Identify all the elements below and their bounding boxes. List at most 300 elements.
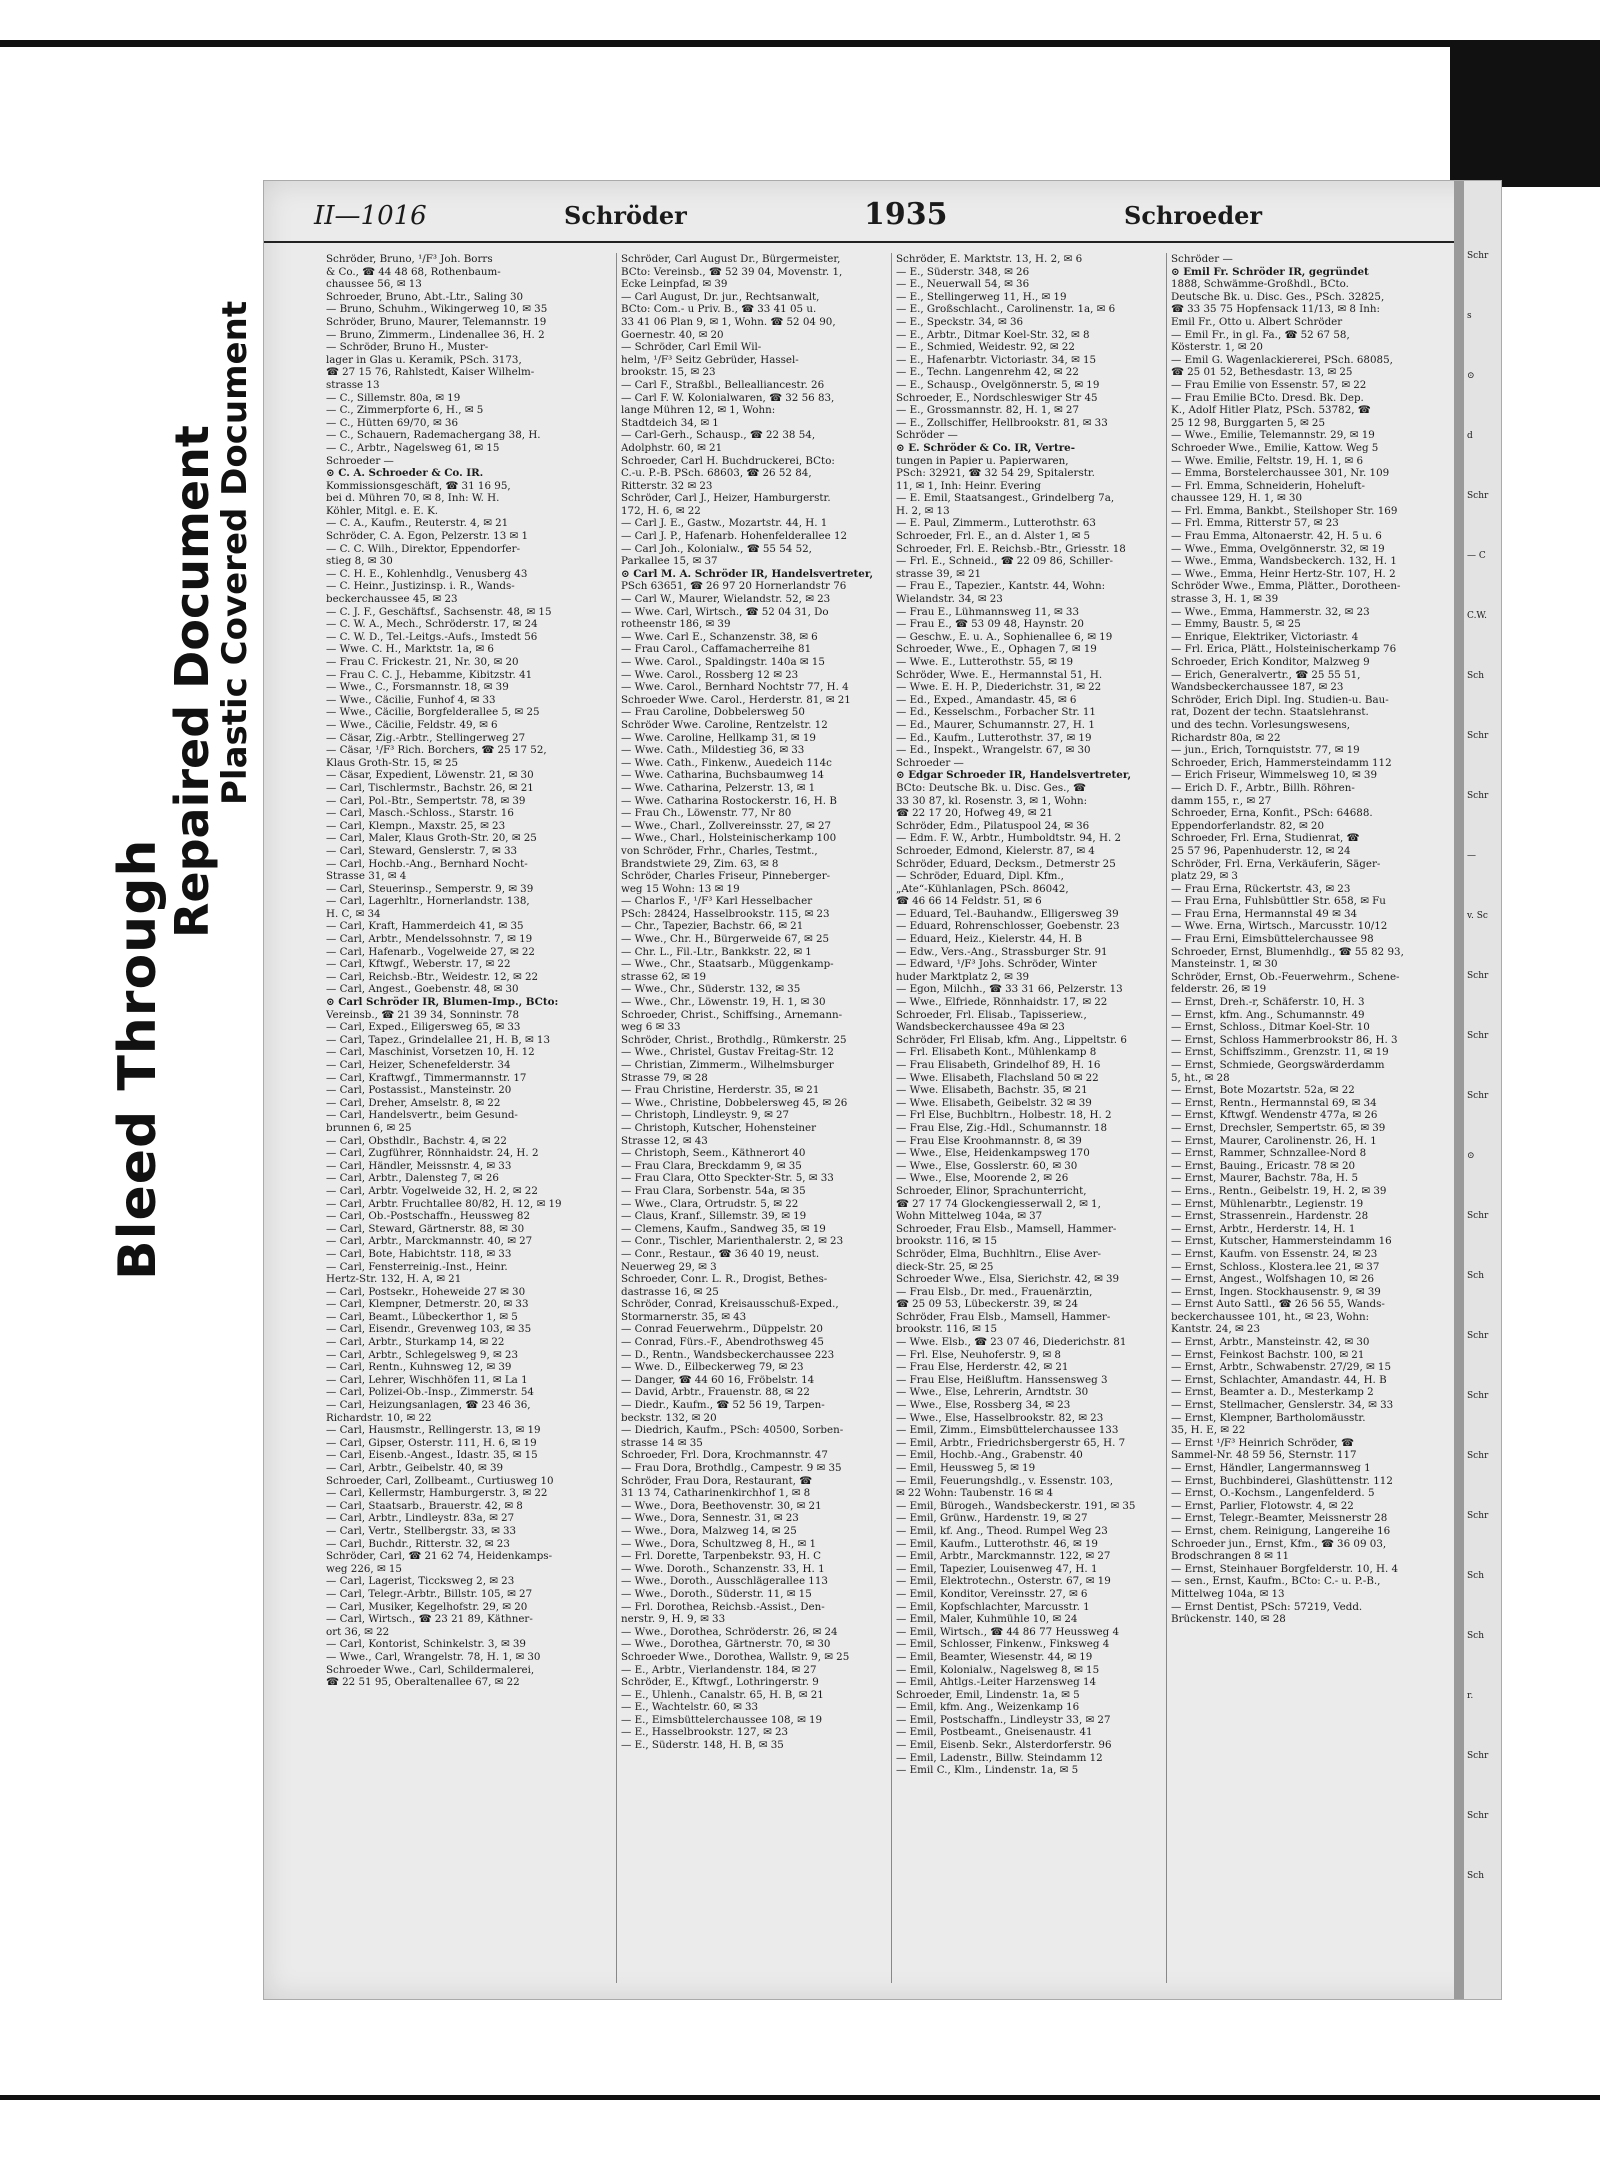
directory-entry-line: — Wwe., Cäcilie, Funhof 4, ✉ 33: [326, 693, 496, 706]
directory-entry-line: — Wwe., Doroth., Ausschlägerallee 113: [621, 1575, 828, 1588]
directory-entry-line: Schroeder, Frl. Erna, Studienrat, ☎: [1171, 832, 1360, 845]
directory-entry-line: Mansteinstr. 1, ✉ 30: [1171, 958, 1278, 971]
page-year: 1935: [864, 197, 948, 232]
directory-entry-line: — Conrad Feuerwehrm., Düppelstr. 20: [621, 1323, 823, 1336]
directory-entry-line: — Ernst, O.-Kochsm., Langenfelderd. 5: [1171, 1487, 1375, 1500]
directory-entry-line: — C. W. A., Mech., Schröderstr. 17, ✉ 24: [326, 618, 538, 631]
directory-entry-line: — Carl, Lagerhltr., Hornerlandstr. 138,: [326, 895, 530, 908]
directory-entry-line: — Wwe. Emilie, Feltstr. 19, H. 1, ✉ 6: [1171, 454, 1363, 467]
directory-entry-line: — Ernst, Rammer, Schnzallee-Nord 8: [1171, 1147, 1367, 1160]
column-divider: [616, 253, 617, 1983]
directory-entry-line: — Ernst, Angest., Wolfshagen 10, ✉ 26: [1171, 1273, 1375, 1286]
directory-entry-line: — Ernst, Schloss., Klostera.lee 21, ✉ 37: [1171, 1260, 1380, 1273]
directory-entry-line: — Frl. Elisabeth Kont., Mühlenkamp 8: [896, 1046, 1097, 1059]
directory-entry-line: huder Marktplatz 2, ✉ 39: [896, 970, 1030, 983]
directory-entry-line: — Wwe., Chr., Süderstr. 132, ✉ 35: [621, 983, 801, 996]
directory-entry-line: — Diedrich, Kaufm., PSch: 40500, Sorben-: [621, 1424, 844, 1437]
directory-entry-line: — Emil, Arbtr., Friedrichsbergerstr 65, H. 7: [896, 1436, 1126, 1449]
directory-entry-line: ☎ 25 09 53, Lübeckerstr. 39, ✉ 24: [896, 1298, 1079, 1311]
directory-entry-line: platz 29, ✉ 3: [1171, 870, 1238, 883]
directory-entry-line: — Emil, Konditor, Vereinsstr. 27, ✉ 6: [896, 1587, 1088, 1600]
directory-entry-line: — Emil, Feuerungshdlg., v. Essenstr. 103,: [896, 1474, 1114, 1487]
directory-entry-line: — Carl, Kraftwgf., Timmermannstr. 17: [326, 1071, 527, 1084]
directory-entry-line: Schröder, Erich Dipl. Ing. Studien-u. Bau-: [1171, 693, 1389, 706]
directory-entry-line: — Ernst, Rentn., Hermannstal 69, ✉ 34: [1171, 1096, 1377, 1109]
directory-entry-line: strasse 14 ✉ 35: [621, 1436, 703, 1449]
directory-entry-line: ⊙ Emil Fr. Schröder IR, gegründet: [1171, 265, 1369, 278]
directory-entry-line: — Frau C. Frickestr. 21, Nr. 30, ✉ 20: [326, 656, 519, 668]
directory-entry-line: Eppendorferlandstr. 82, ✉ 20: [1171, 819, 1325, 832]
directory-entry-line: — C. J. F., Geschäftsf., Sachsenstr. 48, ✉ 15: [326, 605, 552, 618]
directory-entry-line: Neuerweg 29, ✉ 3: [621, 1260, 717, 1273]
directory-entry-line: — Carl, Bote, Habichtstr. 118, ✉ 33: [326, 1247, 512, 1260]
directory-entry-line: — Carl, Buchdr., Ritterstr. 32, ✉ 23: [326, 1537, 510, 1550]
directory-entry-line: — Ernst, Arbtr., Mansteinstr. 42, ✉ 30: [1171, 1336, 1370, 1349]
directory-entry-line: — C., Sillemstr. 80a, ✉ 19: [326, 391, 461, 404]
directory-entry-line: — D., Rentn., Wandsbeckerchaussee 223: [621, 1348, 835, 1361]
directory-entry-line: — Carl, Arbtr., Marckmannstr. 40, ✉ 27: [326, 1235, 533, 1248]
directory-entry-line: Schroeder, Ernst, Blumenhdlg., ☎ 55 82 93,: [1171, 945, 1404, 958]
directory-column-4: [1171, 253, 1461, 1983]
directory-entry-line: — Emil, kf. Ang., Theod. Rumpel Weg 23: [896, 1524, 1108, 1537]
directory-entry-line: — Emil Fr., in gl. Fa., ☎ 52 67 58,: [1171, 328, 1350, 341]
directory-entry-line: — Ernst, Schloss Hammerbrookstr 86, H. 3: [1171, 1033, 1398, 1046]
directory-entry-line: — Carl, Kellermstr, Hamburgerstr. 3, ✉ 22: [326, 1487, 548, 1500]
directory-entry-line: — Carl, Arbtr., Mendelssohnstr. 7, ✉ 19: [326, 933, 533, 946]
directory-entry-line: — Clemens, Kaufm., Sandweg 35, ✉ 19: [621, 1222, 826, 1235]
directory-entry-line: ☎ 46 66 14 Feldstr. 51, ✉ 6: [896, 895, 1042, 908]
directory-entry-line: ☎ 22 17 20, Hofweg 49, ✉ 21: [896, 807, 1053, 820]
top-scan-band: [0, 40, 1600, 47]
directory-entry-line: brunnen 6, ✉ 25: [326, 1121, 412, 1134]
directory-entry-line: — Carl, Tischlermstr., Bachstr. 26, ✉ 21: [326, 781, 534, 794]
directory-entry-line: — E. Emil, Staatsangest., Grindelberg 7a,: [896, 492, 1115, 505]
directory-entry-line: — Wwe., Else, Moorende 2, ✉ 26: [896, 1172, 1069, 1185]
adjacent-page-fragment: r.: [1467, 1691, 1474, 1701]
directory-entry-line: — Carl, Lagerist, Ticcksweg 2, ✉ 23: [326, 1575, 515, 1588]
directory-entry-line: — Wwe. C. H., Marktstr. 1a, ✉ 6: [326, 643, 494, 656]
directory-entry-line: weg 6 ✉ 33: [621, 1021, 681, 1034]
directory-entry-line: — Carl, Steward, Gärtnerstr. 88, ✉ 30: [326, 1222, 525, 1235]
directory-entry-line: Kommissionsgeschäft, ☎ 31 16 95,: [326, 479, 511, 492]
directory-entry-line: Strasse 31, ✉ 4: [326, 870, 407, 883]
directory-entry-line: beckstr. 132, ✉ 20: [621, 1411, 717, 1424]
directory-column-3: [896, 253, 1186, 1983]
directory-entry-line: stieg 8, ✉ 30: [326, 555, 393, 568]
directory-entry-line: — Christoph, Kutscher, Hohensteiner: [621, 1121, 817, 1134]
directory-entry-line: — Carl, Wirtsch., ☎ 23 21 89, Käthner-: [326, 1613, 533, 1626]
directory-entry-line: — Emma, Borstelerchaussee 301, Nr. 109: [1171, 467, 1390, 480]
adjacent-page-fragment: Schr: [1467, 1751, 1489, 1761]
column-divider: [891, 253, 892, 1983]
directory-entry-line: — Wwe. Carl E., Schanzenstr. 38, ✉ 6: [621, 630, 818, 643]
directory-entry-line: — Wwe., Else, Hasselbrookstr. 82, ✉ 23: [896, 1411, 1104, 1424]
directory-column-1: [326, 253, 616, 1983]
directory-entry-line: — Schröder, Eduard, Dipl. Kfm.,: [896, 870, 1064, 883]
directory-entry-line: — Claus, Kranf., Sillemstr. 39, ✉ 19: [621, 1210, 807, 1223]
directory-entry-line: — Frau Else, Zig.-Hdl., Schumannstr. 18: [896, 1121, 1108, 1134]
directory-entry-line: — Emil, Zimm., Eimsbüttelerchaussee 133: [896, 1424, 1119, 1437]
directory-entry-line: Schröder, E. Marktstr. 13, H. 2, ✉ 6: [896, 253, 1083, 265]
directory-entry-line: Schröder, E., Kftwgf., Lothringerstr. 9: [621, 1676, 819, 1689]
directory-entry-line: — Wwe., Dorothea, Schröderstr. 26, ✉ 24: [621, 1625, 838, 1638]
directory-entry-line: Richardstr. 10, ✉ 22: [326, 1411, 432, 1424]
directory-entry-line: — Eduard, Heiz., Kielerstr. 44, H. B: [896, 933, 1083, 946]
directory-entry-line: Schroeder, Bruno, Abt.-Ltr., Saling 30: [326, 290, 524, 303]
directory-entry-line: Schröder, Frau Dora, Restaurant, ☎: [621, 1474, 813, 1487]
directory-entry-line: — Frl Else, Buchbltrn., Holbestr. 18, H. 2: [896, 1109, 1112, 1122]
directory-entry-line: — Frau E., ☎ 53 09 48, Haynstr. 20: [896, 618, 1084, 631]
directory-entry-line: — Frau Elisabeth, Grindelhof 89, H. 16: [896, 1059, 1101, 1071]
directory-entry-line: — Wwe., Chr. H., Bürgerweide 67, ✉ 25: [621, 933, 830, 946]
directory-entry-line: 172, H. 6, ✉ 22: [621, 504, 701, 517]
directory-entry-line: PSch: 32921, ☎ 32 54 29, Spitalerstr.: [896, 467, 1095, 480]
adjacent-page-fragment: Schr: [1467, 1451, 1489, 1461]
directory-entry-line: rotheenstr 186, ✉ 39: [621, 618, 731, 631]
directory-entry-line: Schröder Wwe. Caroline, Rentzelstr. 12: [621, 718, 828, 731]
directory-entry-line: — Wwe., Dora, Malzweg 14, ✉ 25: [621, 1524, 797, 1537]
directory-entry-line: — Eduard, Rohrenschlosser, Goebenstr. 23: [896, 920, 1120, 933]
adjacent-page-fragment: Schr: [1467, 1031, 1489, 1041]
directory-entry-line: — Carl, Hochb.-Ang., Bernhard Nocht-: [326, 857, 528, 870]
directory-entry-line: — Frau Else Kroohmannstr. 8, ✉ 39: [896, 1134, 1082, 1147]
directory-entry-line: — Carl-Gerh., Schausp., ☎ 22 38 54,: [621, 429, 816, 442]
directory-entry-line: — Ernst, Arbtr., Herderstr. 14, H. 1: [1171, 1222, 1356, 1235]
directory-entry-line: — Frau Christine, Herderstr. 35, ✉ 21: [621, 1084, 820, 1097]
directory-entry-line: tungen in Papier u. Papierwaren,: [896, 454, 1069, 467]
directory-entry-line: — Wwe., Charl., Holsteinischerkamp 100: [621, 832, 837, 845]
directory-entry-line: — Wwe. Carol., Spaldingstr. 140a ✉ 15: [621, 656, 825, 668]
adjacent-page-fragment: Schr: [1467, 1511, 1489, 1521]
directory-entry-line: — E., Stellingerweg 11, H., ✉ 19: [896, 290, 1067, 303]
directory-entry-line: Schröder, Edm., Pilatuspool 24, ✉ 36: [896, 819, 1090, 832]
adjacent-page-fragment: Schr: [1467, 1091, 1489, 1101]
directory-entry-line: „Ate“-Kühlanlagen, PSch. 86042,: [896, 882, 1069, 895]
directory-entry-line: — Wwe., Chr., Löwenstr. 19, H. 1, ✉ 30: [621, 996, 826, 1009]
directory-entry-line: Stormarnerstr. 35, ✉ 43: [621, 1310, 747, 1323]
adjacent-page-fragment: Sch: [1467, 1571, 1485, 1581]
directory-entry-line: — Carl, Arbtr., Dalensteg 7, ✉ 26: [326, 1172, 499, 1185]
directory-entry-line: — Emil, Grünw., Hardenstr. 19, ✉ 27: [896, 1512, 1088, 1525]
directory-entry-line: — E. Paul, Zimmerm., Lutterothstr. 63: [896, 517, 1096, 530]
directory-entry-line: — Erich, Generalvertr., ☎ 25 55 51,: [1171, 668, 1361, 681]
directory-entry-line: — Ernst, Arbtr., Schwabenstr. 27/29, ✉ 15: [1171, 1361, 1392, 1374]
directory-entry-line: — Carl, Beamt., Lübeckerthor 1, ✉ 5: [326, 1310, 518, 1323]
adjacent-page-fragment: ⊙: [1467, 371, 1475, 381]
directory-entry-line: Schroeder, Frl. E., an d. Alster 1, ✉ 5: [896, 530, 1091, 543]
directory-entry-line: — Carl F., Straßbl., Bellealliancestr. 26: [621, 378, 825, 391]
directory-entry-line: — Wwe. Carol., Rossberg 12 ✉ 23: [621, 668, 799, 681]
directory-entry-line: — Carl, Polizei-Ob.-Insp., Zimmerstr. 54: [326, 1386, 534, 1399]
directory-entry-line: — Emil, Eisenb. Sekr., Alsterdorferstr. 96: [896, 1739, 1112, 1752]
directory-entry-line: — Carl, Arbtr. Vogelweide 32, H. 2, ✉ 22: [326, 1184, 538, 1197]
directory-entry-line: — Wwe., Clara, Ortrudstr. 5, ✉ 22: [621, 1197, 799, 1210]
directory-entry-line: — Wwe., Dorothea, Gärtnerstr. 70, ✉ 30: [621, 1638, 831, 1651]
directory-entry-line: — Carl, Pol.-Btr., Sempertstr. 78, ✉ 39: [326, 794, 526, 807]
adjacent-page-edge: [1464, 181, 1501, 1999]
directory-entry-line: — Ernst Auto Sattl., ☎ 26 56 55, Wands-: [1171, 1298, 1385, 1311]
running-head-right: Schroeder: [1124, 201, 1263, 230]
directory-entry-line: Schroeder, Erich Konditor, Malzweg 9: [1171, 656, 1370, 668]
directory-entry-line: — Frau C. C. J., Hebamme, Kibitzstr. 41: [326, 668, 533, 681]
directory-entry-line: — Wwe. E. H. P., Diederichstr. 31, ✉ 22: [896, 681, 1102, 694]
directory-entry-line: — Carl, Heizungsanlagen, ☎ 23 46 36,: [326, 1399, 531, 1412]
directory-entry-line: — E., Hafenarbtr. Victoriastr. 34, ✉ 15: [896, 353, 1097, 366]
directory-entry-line: Klaus Groth-Str. 15, ✉ 25: [326, 756, 459, 769]
directory-entry-line: — Ernst, Feinkost Bachstr. 100, ✉ 21: [1171, 1348, 1365, 1361]
directory-entry-line: — Emil, Maler, Kuhmühle 10, ✉ 24: [896, 1613, 1078, 1626]
directory-entry-line: — Emil, Postschaffn., Lindleystr 33, ✉ 27: [896, 1713, 1111, 1726]
directory-entry-line: — E., Schausp., Ovelgönnerstr. 5, ✉ 19: [896, 378, 1100, 391]
directory-entry-line: — Carl, Postsekr., Hoheweide 27 ✉ 30: [326, 1285, 526, 1298]
directory-entry-line: — Ernst, chem. Reinigung, Langereihe 16: [1171, 1524, 1391, 1537]
directory-entry-line: ⊙ Carl M. A. Schröder IR, Handelsvertreter,: [621, 567, 874, 580]
adjacent-page-fragment: Sch: [1467, 1871, 1485, 1881]
directory-entry-line: — Carl, Ob.-Postschaffn., Heussweg 82: [326, 1210, 531, 1223]
directory-entry-line: — Wwe. Catharina Rostockerstr. 16, H. B: [621, 794, 837, 807]
directory-entry-line: — E., Eimsbüttelerchaussee 108, ✉ 19: [621, 1713, 823, 1726]
directory-entry-line: — Frau Emilie von Essenstr. 57, ✉ 22: [1171, 378, 1367, 391]
adjacent-page-fragment: Schr: [1467, 791, 1489, 801]
directory-entry-line: — Geschw., E. u. A., Sophienallee 6, ✉ 19: [896, 630, 1113, 643]
directory-entry-line: — Carl, Masch.-Schloss., Starstr. 16: [326, 807, 514, 820]
directory-entry-line: Schröder, Frl. Erna, Verkäuferin, Säger-: [1171, 857, 1381, 870]
directory-entry-line: Schröder, Wwe. E., Hermannstal 51, H.: [896, 668, 1103, 681]
directory-entry-line: Schroeder, Frl. Elisab., Tapisseriew.,: [896, 1008, 1087, 1021]
directory-entry-line: — Conr., Tischler, Marienthalerstr. 2, ✉ 23: [621, 1235, 844, 1248]
directory-entry-line: — Carl, Heizer, Schenefelderstr. 34: [326, 1059, 511, 1071]
directory-entry-line: — Wwe., Emilie, Telemannstr. 29, ✉ 19: [1171, 429, 1375, 442]
directory-entry-line: — Egon, Milchh., ☎ 33 31 66, Pelzerstr. 13: [896, 983, 1123, 996]
directory-entry-line: — Ernst, Bauing., Ericastr. 78 ✉ 20: [1171, 1159, 1356, 1172]
directory-entry-line: — E., Arbtr., Ditmar Koel-Str. 32, ✉ 8: [896, 328, 1090, 341]
directory-entry-line: — Emil, Postbeamt., Gneisenaustr. 41: [896, 1726, 1093, 1739]
adjacent-page-fragment: Sch: [1467, 671, 1485, 681]
directory-entry-line: — Carl, Tapez., Grindelallee 21, H. B, ✉ 13: [326, 1033, 551, 1046]
directory-entry-line: brookstr. 15, ✉ 23: [621, 366, 716, 379]
directory-entry-line: Schroeder Wwe. Carol., Herderstr. 81, ✉ 21: [621, 693, 851, 706]
directory-entry-line: — Ed., Exped., Amandastr. 45, ✉ 6: [896, 693, 1077, 706]
directory-entry-line: ☎ 25 01 52, Bethesdastr. 13, ✉ 25: [1171, 366, 1353, 379]
directory-entry-line: — Frau Emilie BCto. Dresd. Bk. Dep.: [1171, 391, 1364, 404]
directory-entry-line: — Carl W., Maurer, Wielandstr. 52, ✉ 23: [621, 593, 831, 606]
directory-entry-line: — Emmy, Baustr. 5, ✉ 25: [1171, 618, 1301, 631]
directory-entry-line: Schröder —: [1171, 253, 1233, 265]
directory-entry-line: Hertz-Str. 132, H. A, ✉ 21: [326, 1273, 462, 1286]
directory-entry-line: — Charlos F., ¹/F³ Karl Hesselbacher: [621, 895, 813, 908]
directory-entry-line: — Frau Else, Herderstr. 42, ✉ 21: [896, 1361, 1069, 1374]
directory-entry-line: — David, Arbtr., Frauenstr. 88, ✉ 22: [621, 1386, 810, 1399]
directory-entry-line: Emil Fr., Otto u. Albert Schröder: [1171, 315, 1343, 328]
directory-entry-line: Schröder, Carl August Dr., Bürgermeister,: [621, 253, 841, 265]
directory-entry-line: brookstr. 116, ✉ 15: [896, 1323, 998, 1336]
directory-entry-line: — Carl, Klempner, Detmerstr. 20, ✉ 33: [326, 1298, 529, 1311]
directory-entry-line: Schröder Wwe., Emma, Plätter., Dorotheen-: [1171, 580, 1401, 593]
directory-entry-line: — E., Großschlacht., Carolinenstr. 1a, ✉ 6: [896, 303, 1116, 316]
directory-entry-line: Schroeder, Conr. L. R., Drogist, Bethes-: [621, 1273, 828, 1286]
directory-entry-line: — Frau Else, Heißluftm. Hanssensweg 3: [896, 1373, 1108, 1386]
directory-entry-line: ☎ 27 17 74 Glockengiesserwall 2, ✉ 1,: [896, 1197, 1101, 1210]
directory-entry-line: Wohn Mittelweg 104a, ✉ 37: [896, 1210, 1043, 1223]
adjacent-page-fragment: —: [1467, 851, 1476, 861]
directory-entry-line: — Frau Clara, Breckdamm 9, ✉ 35: [621, 1159, 802, 1172]
directory-entry-line: — Wwe., Elfriede, Rönnhaidstr. 17, ✉ 22: [896, 996, 1108, 1009]
directory-entry-line: — Emil, Schlosser, Finkenw., Finksweg 4: [896, 1638, 1110, 1651]
directory-entry-line: — Wwe. Elisabeth, Flachsland 50 ✉ 22: [896, 1071, 1099, 1084]
directory-entry-line: — Ed., Maurer, Schumannstr. 27, H. 1: [896, 718, 1095, 731]
directory-entry-line: — Frl. Erica, Plätt., Holsteinischerkamp 76: [1171, 643, 1397, 656]
directory-entry-line: — Frau Erna, Rückertstr. 43, ✉ 23: [1171, 882, 1351, 895]
adjacent-page-fragment: Schr: [1467, 731, 1489, 741]
directory-entry-line: BCto: Com.- u Priv. B., ☎ 33 41 05 u.: [621, 303, 817, 316]
directory-entry-line: — Emil, Ahtlgs.-Leiter Harzensweg 14: [896, 1676, 1097, 1689]
directory-entry-line: — Carl, Exped., Eiligersweg 65, ✉ 33: [326, 1021, 521, 1034]
directory-entry-line: Schroeder, Carl, Zollbeamt., Curtiusweg 10: [326, 1474, 554, 1487]
directory-entry-line: — Carl, Telegr.-Arbtr., Billstr. 105, ✉ 27: [326, 1587, 533, 1600]
directory-entry-line: — Frl. Dorette, Tarpenbekstr. 93, H. C: [621, 1550, 822, 1563]
directory-entry-line: — Eduard, Tel.-Bauhandw., Elligersweg 39: [896, 907, 1119, 920]
directory-entry-line: Stadtdeich 34, ✉ 1: [621, 416, 719, 429]
directory-entry-line: — E., Schmied, Weidestr. 92, ✉ 22: [896, 341, 1075, 354]
directory-entry-line: Mittelweg 104a, ✉ 13: [1171, 1587, 1285, 1600]
directory-entry-line: — Carl, Händler, Meissnstr. 4, ✉ 33: [326, 1159, 512, 1172]
directory-entry-line: Schröder, Eduard, Decksm., Detmerstr 25: [896, 857, 1116, 870]
directory-entry-line: — Frau E., Tapezier., Kantstr. 44, Wohn:: [896, 580, 1106, 593]
directory-entry-line: — Carl, Lehrer, Wischhöfen 11, ✉ La 1: [326, 1373, 528, 1386]
margin-note-plastic-covered: Plastic Covered Document: [215, 300, 255, 805]
directory-entry-line: Schroeder, Emil, Lindenstr. 1a, ✉ 5: [896, 1688, 1080, 1701]
directory-entry-line: — Frl. Emma, Ritterstr 57, ✉ 23: [1171, 517, 1339, 530]
directory-entry-line: Schröder, Christ., Brothdlg., Rümkerstr. 25: [621, 1033, 847, 1046]
margin-note-bleed-through: Bleed Through: [108, 838, 168, 1280]
directory-entry-line: beckerchaussee 45, ✉ 23: [326, 593, 458, 606]
directory-entry-line: — Wwe., Christel, Gustav Freitag-Str. 12: [621, 1046, 834, 1059]
directory-entry-line: — Edw., Vers.-Ang., Strassburger Str. 91: [896, 945, 1108, 958]
directory-entry-line: — Emil, Hochb.-Ang., Grabenstr. 40: [896, 1449, 1083, 1462]
directory-entry-line: — Ernst, Schloss., Ditmar Koel-Str. 10: [1171, 1021, 1370, 1034]
directory-entry-line: — Ernst, Telegr.-Beamter, Meissnerstr 28: [1171, 1512, 1388, 1525]
directory-entry-line: — Emil, Heussweg 5, ✉ 19: [896, 1462, 1036, 1474]
directory-entry-line: Brandstwiete 29, Zim. 63, ✉ 8: [621, 857, 779, 870]
directory-entry-line: Schroeder, Edmond, Kielerstr. 87, ✉ 4: [896, 844, 1095, 857]
directory-entry-line: Schroeder, Erna, Konfit., PSch: 64688.: [1171, 807, 1373, 820]
directory-entry-line: — Carl, Hausmstr., Rellingerstr. 13, ✉ 19: [326, 1424, 541, 1437]
directory-entry-line: — Frl. Else, Neuhoferstr. 9, ✉ 8: [896, 1348, 1061, 1361]
directory-entry-line: Goernestr. 40, ✉ 20: [621, 328, 724, 341]
directory-entry-line: — Carl, Fensterreinig.-Inst., Heinr.: [326, 1260, 508, 1273]
directory-entry-line: dastrasse 16, ✉ 25: [621, 1285, 719, 1298]
directory-entry-line: Schröder, C. A. Egon, Pelzerstr. 13 ✉ 1: [326, 530, 529, 543]
directory-entry-line: — Wwe. Caroline, Hellkamp 31, ✉ 19: [621, 731, 816, 744]
directory-entry-line: 35, H. E, ✉ 22: [1171, 1424, 1246, 1437]
directory-entry-line: — Carl, Angest., Goebenstr. 48, ✉ 30: [326, 983, 519, 996]
directory-entry-line: — Wwe. D., Eilbeckerweg 79, ✉ 23: [621, 1361, 804, 1374]
directory-entry-line: — E., Techn. Langenrehm 42, ✉ 22: [896, 366, 1079, 379]
adjacent-page-fragment: Schr: [1467, 971, 1489, 981]
directory-entry-line: — Carl, Arbtr., Sturkamp 14, ✉ 22: [326, 1336, 505, 1349]
directory-entry-line: — Carl, Postassist., Mansteinstr. 20: [326, 1084, 512, 1097]
directory-entry-line: Schroeder, Frl. E. Reichsb.-Btr., Griesstr. 18: [896, 542, 1126, 555]
directory-entry-line: — Ernst, Steinhauer Borgfelderstr. 10, H. 4: [1171, 1562, 1399, 1575]
page-header: [264, 193, 1454, 243]
directory-entry-line: — Ernst, Kaufm. von Essenstr. 24, ✉ 23: [1171, 1247, 1378, 1260]
directory-entry-line: 33 41 06 Plan 9, ✉ 1, Wohn. ☎ 52 04 90,: [621, 315, 836, 328]
directory-entry-line: — Frl. E., Schneid., ☎ 22 09 86, Schiller-: [896, 555, 1114, 568]
directory-entry-line: — Carl, Steuerinsp., Semperstr. 9, ✉ 39: [326, 882, 534, 895]
directory-entry-line: — Emil, Arbtr., Marckmannstr. 122, ✉ 27: [896, 1550, 1111, 1563]
directory-entry-line: — Carl, Klempn., Maxstr. 25, ✉ 23: [326, 819, 506, 832]
directory-entry-line: — Carl, Hafenarb., Vogelweide 27, ✉ 22: [326, 945, 535, 958]
directory-entry-line: — Carl Joh., Kolonialw., ☎ 55 54 52,: [621, 542, 812, 555]
directory-entry-line: ⊙ Edgar Schroeder IR, Handelsvertreter,: [896, 769, 1132, 782]
directory-entry-line: — Ernst, Strassenrein., Hardenstr. 28: [1171, 1210, 1369, 1223]
directory-entry-line: Schroeder, Carl H. Buchdruckerei, BCto:: [621, 454, 835, 467]
directory-entry-line: — C., Hütten 69/70, ✉ 36: [326, 416, 459, 429]
directory-entry-line: BCto: Deutsche Bk. u. Disc. Ges., ☎: [896, 781, 1086, 794]
directory-entry-line: Schröder —: [896, 429, 958, 442]
directory-entry-line: — Christoph, Lindleystr. 9, ✉ 27: [621, 1109, 790, 1122]
scan-tab-mark: [1450, 47, 1600, 187]
directory-entry-line: — Enrique, Elektriker, Victoriastr. 4: [1171, 630, 1359, 643]
directory-entry-line: — Frau Clara, Sorbenstr. 54a, ✉ 35: [621, 1184, 806, 1197]
directory-entry-line: — Carl, Kontorist, Schinkelstr. 3, ✉ 39: [326, 1638, 526, 1651]
directory-entry-line: 5, ht., ✉ 28: [1171, 1071, 1230, 1084]
directory-entry-line: — Carl, Kraft, Hammerdeich 41, ✉ 35: [326, 920, 524, 933]
adjacent-page-fragment: Schr: [1467, 1331, 1489, 1341]
directory-entry-line: — Ernst, Schiffszimm., Grenzstr. 11, ✉ 19: [1171, 1046, 1389, 1059]
directory-entry-line: — Carl, Eisenb.-Angest., Idastr. 35, ✉ 15: [326, 1449, 538, 1462]
directory-entry-line: — Christoph, Seem., Käthnerort 40: [621, 1147, 806, 1160]
adjacent-page-fragment: C.W.: [1467, 611, 1487, 621]
directory-entry-line: — Emil, Kolonialw., Nagelsweg 8, ✉ 15: [896, 1663, 1100, 1676]
directory-entry-line: — Emil, Elektrotechn., Osterstr. 67, ✉ 19: [896, 1575, 1111, 1588]
directory-entry-line: — Carl, Arbtr., Lindleystr. 83a, ✉ 27: [326, 1512, 515, 1525]
directory-entry-line: strasse 13: [326, 378, 380, 391]
directory-entry-line: — Wwe. Cath., Finkenw., Auedeich 114c: [621, 756, 832, 769]
directory-entry-line: Schröder, Charles Friseur, Pinneberger-: [621, 870, 831, 883]
directory-entry-line: Vereinsb., ☎ 21 39 34, Sonninstr. 78: [326, 1008, 520, 1021]
directory-entry-line: Köhler, Mitgl. e. E. K.: [326, 504, 439, 517]
directory-entry-line: dieck-Str. 25, ✉ 25: [896, 1260, 994, 1273]
directory-entry-line: ort 36, ✉ 22: [326, 1625, 390, 1638]
adjacent-page-fragment: Schr: [1467, 1211, 1489, 1221]
adjacent-page-fragment: Schr: [1467, 1811, 1489, 1821]
directory-entry-line: Schroeder Wwe., Dorothea, Wallstr. 9, ✉ 25: [621, 1650, 850, 1663]
directory-entry-line: — Wwe., Cäcilie, Borgfelderallee 5, ✉ 25: [326, 706, 540, 719]
directory-entry-line: — Carl J. P., Hafenarb. Hohenfelderallee 12: [621, 530, 848, 543]
directory-entry-line: — Wwe., Charl., Zollvereinsstr. 27, ✉ 27: [621, 819, 832, 832]
directory-entry-line: — C., Arbtr., Nagelsweg 61, ✉ 15: [326, 441, 500, 454]
directory-entry-line: Schroeder, Christ., Schiffsing., Arnemann-: [621, 1008, 843, 1021]
directory-entry-line: Schroeder Wwe., Elsa, Sierichstr. 42, ✉ 39: [896, 1273, 1120, 1286]
adjacent-page-fragment: d: [1467, 431, 1473, 441]
directory-entry-line: Ritterstr. 32 ✉ 23: [621, 479, 713, 492]
directory-entry-line: Schröder, Carl, ☎ 21 62 74, Heidenkamps-: [326, 1550, 553, 1563]
directory-entry-line: — Ernst Dentist, PSch: 57219, Vedd.: [1171, 1600, 1363, 1613]
directory-entry-line: — Wwe. Elisabeth, Bachstr. 35, ✉ 21: [896, 1084, 1088, 1097]
directory-entry-line: — Emil, Kaufm., Lutterothstr. 46, ✉ 19: [896, 1537, 1098, 1550]
directory-entry-line: — Carl, Kftwgf., Weberstr. 17, ✉ 22: [326, 958, 511, 971]
directory-entry-line: H. 2, ✉ 13: [896, 504, 950, 517]
directory-entry-line: Schroeder —: [326, 454, 394, 467]
directory-entry-line: Schröder, Conrad, Kreisausschuß-Exped.,: [621, 1298, 839, 1311]
adjacent-page-fragment: ⊙: [1467, 1151, 1475, 1161]
bottom-scan-band: [0, 2095, 1600, 2100]
adjacent-page-fragment: Sch: [1467, 1271, 1485, 1281]
directory-entry-line: — Carl, Eisendr., Grevenweg 103, ✉ 35: [326, 1323, 532, 1336]
directory-entry-line: — Carl, Maler, Klaus Groth-Str. 20, ✉ 25: [326, 832, 537, 845]
directory-entry-line: Strasse 12, ✉ 43: [621, 1134, 708, 1147]
